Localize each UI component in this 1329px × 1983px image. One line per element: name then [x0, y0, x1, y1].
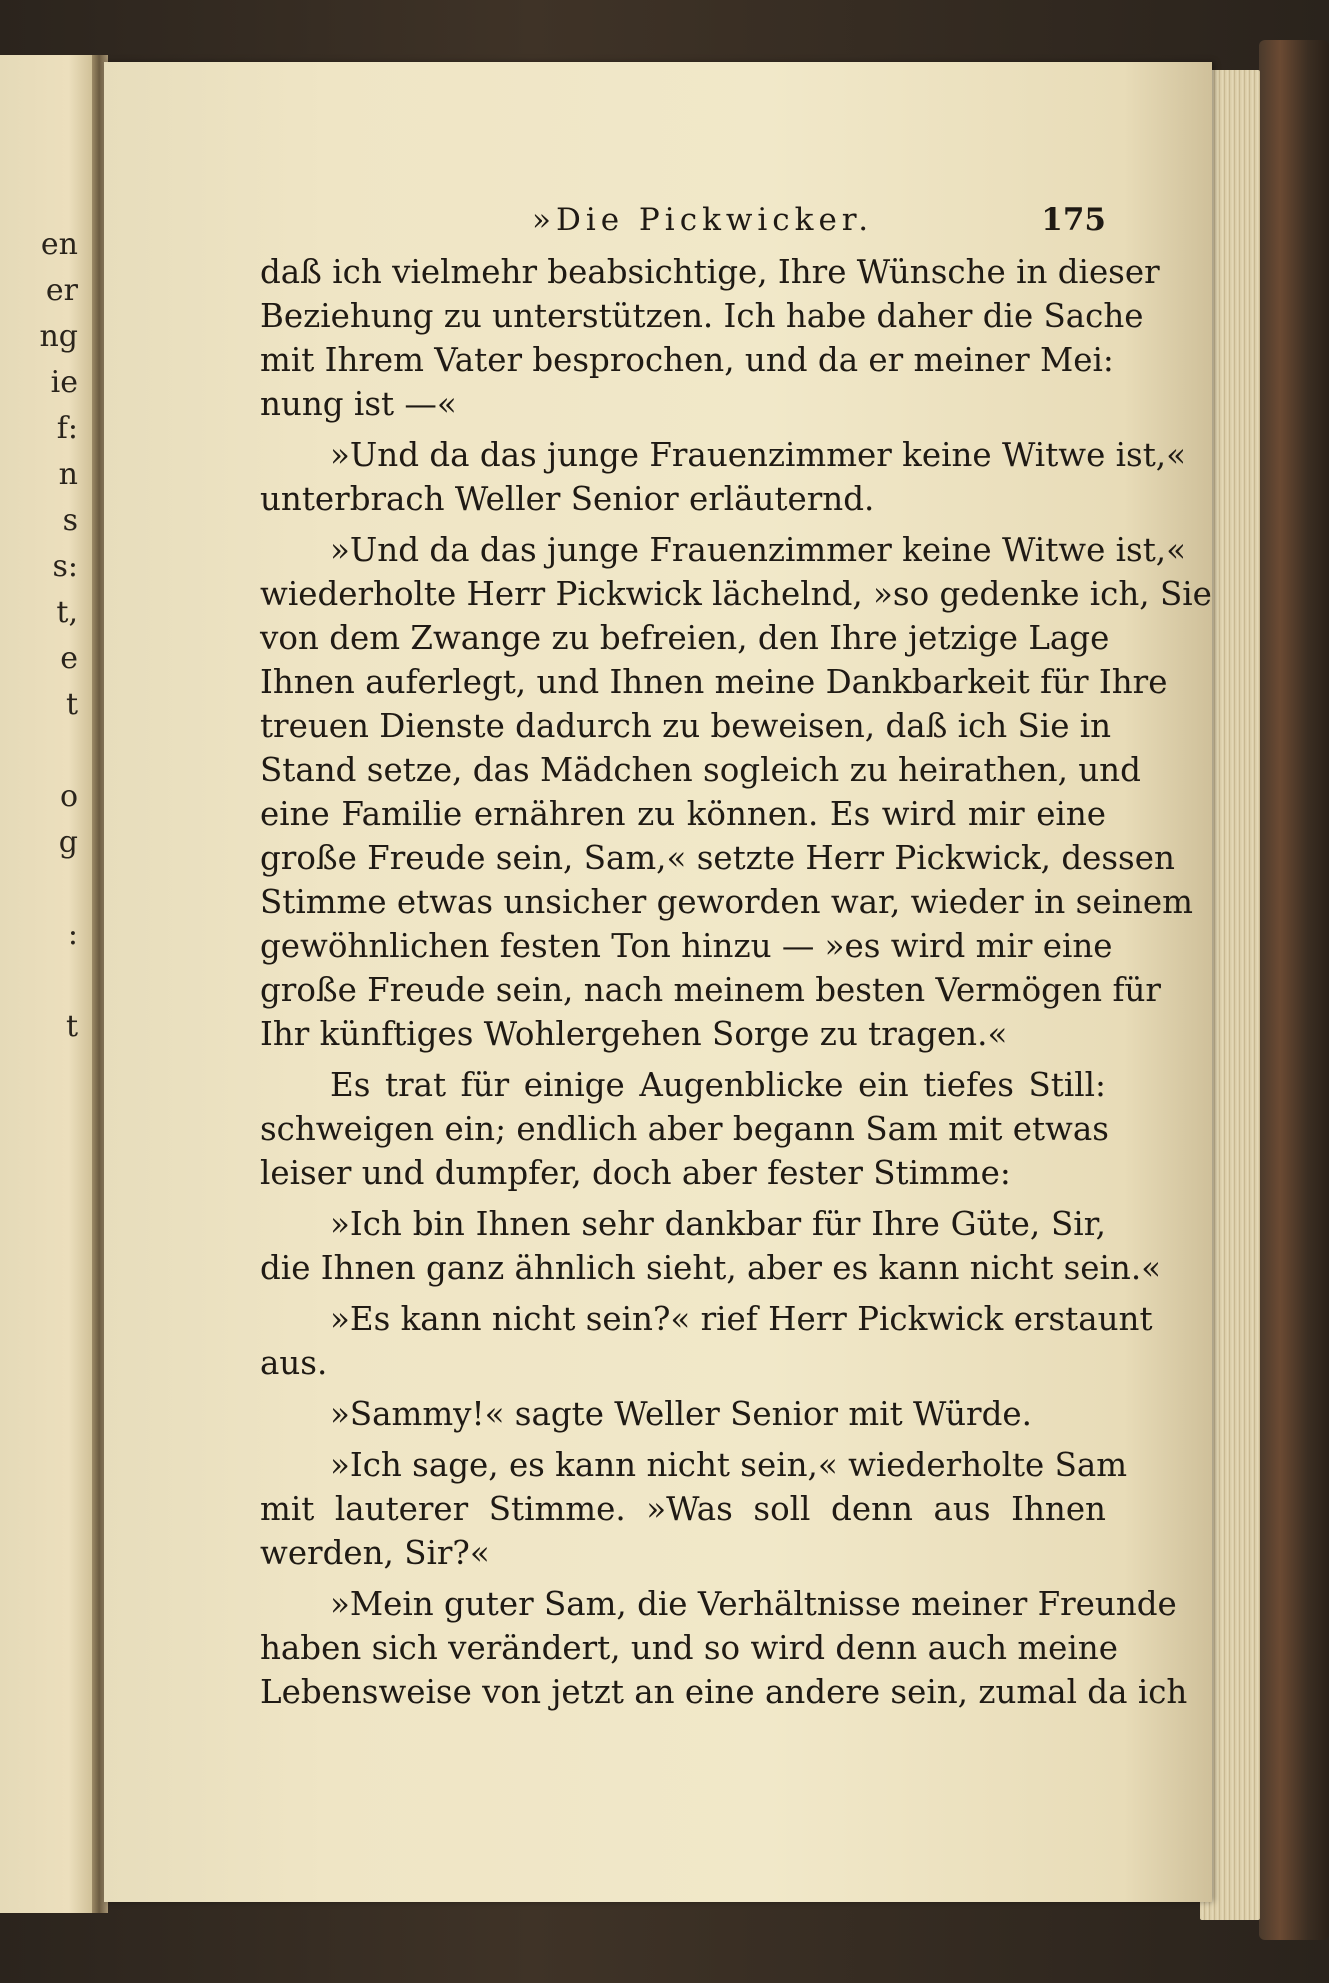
text-line: »Mein guter Sam, die Verhältnisse meiner Freunde [330, 1585, 1177, 1623]
text-line: »Es kann nicht sein?« rief Herr Pickwick erstaunt [330, 1300, 1153, 1338]
paragraph [260, 433, 1186, 521]
paragraph [260, 250, 1160, 426]
previous-page-text-fragment: ng [39, 319, 78, 354]
previous-page-text-fragment: er [45, 273, 78, 308]
text-line: die Ihnen ganz ähnlich sieht, aber es kann nicht sein.« [260, 1249, 1162, 1287]
text-line: Es trat für einige Augenblicke ein tiefes Still: [330, 1066, 1106, 1104]
paragraph [260, 1297, 1153, 1385]
paragraph [260, 1392, 1106, 1436]
text-line: Stand setze, das Mädchen sogleich zu heirathen, und [260, 751, 1141, 789]
previous-page-text-fragment: n [58, 457, 78, 492]
text-line: »Sammy!« sagte Weller Senior mit Würde. [330, 1395, 1032, 1433]
paragraph [260, 1443, 1128, 1575]
text-line: aus. [260, 1344, 328, 1382]
previous-page-text-fragment: t [65, 687, 78, 722]
previous-page-text-fragment: e [60, 641, 78, 676]
paragraph [260, 528, 1212, 1056]
text-line: schweigen ein; endlich aber begann Sam mit etwas [260, 1110, 1109, 1148]
text-line: Ihr künftiges Wohlergehen Sorge zu tragen.« [260, 1015, 1008, 1053]
text-line: Ihnen auferlegt, und Ihnen meine Dankbarkeit für Ihre [260, 663, 1168, 701]
text-line: große Freude sein, Sam,« setzte Herr Pickwick, dessen [260, 839, 1175, 877]
text-line: werden, Sir?« [260, 1534, 490, 1572]
previous-page-text-fragment: t, [56, 595, 78, 630]
text-line: daß ich vielmehr beabsichtige, Ihre Wünsche in dieser [260, 253, 1160, 291]
page-text-block [260, 202, 1212, 1714]
previous-page-text-fragment: : [67, 917, 78, 952]
previous-page-text-fragment: s: [52, 549, 78, 584]
text-line: eine Familie ernähren zu können. Es wird mir eine [260, 795, 1106, 833]
text-line: Beziehung zu unterstützen. Ich habe daher die Sache [260, 297, 1144, 335]
text-line: »Ich bin Ihnen sehr dankbar für Ihre Güte, Sir, [330, 1205, 1106, 1243]
previous-page-sliver [0, 55, 98, 1913]
text-line: unterbrach Weller Senior erläuternd. [260, 480, 875, 518]
page-number: 175 [1041, 202, 1106, 238]
text-line: Stimme etwas unsicher geworden war, wieder in seinem [260, 883, 1193, 921]
text-line: treuen Dienste dadurch zu beweisen, daß ich Sie in [260, 707, 1112, 745]
text-line: nung ist —« [260, 385, 457, 423]
text-line: »Und da das junge Frauenzimmer keine Witwe ist,« [330, 531, 1186, 569]
text-line: große Freude sein, nach meinem besten Vermögen für [260, 971, 1161, 1009]
text-line: mit lauterer Stimme. »Was soll denn aus Ihnen [260, 1490, 1106, 1528]
text-line: »Und da das junge Frauenzimmer keine Witwe ist,« [330, 436, 1186, 474]
previous-page-text-fragment: g [58, 825, 78, 860]
paragraph [260, 1063, 1109, 1195]
text-line: von dem Zwange zu befreien, den Ihre jetzige Lage [260, 619, 1110, 657]
paragraph [260, 1202, 1162, 1290]
text-line: haben sich verändert, und so wird denn auch meine [260, 1629, 1118, 1667]
previous-page-text-fragment: f: [56, 411, 78, 446]
text-line: Lebensweise von jetzt an eine andere sein, zumal da ich [260, 1673, 1188, 1711]
book-cover-edge [1259, 40, 1329, 1940]
previous-page-text-fragment: en [40, 227, 78, 262]
text-line: mit Ihrem Vater besprochen, und da er meiner Mei: [260, 341, 1114, 379]
previous-page-text-fragment: t [65, 1009, 78, 1044]
previous-page-text-fragment: ie [50, 365, 78, 400]
text-line: »Ich sage, es kann nicht sein,« wiederholte Sam [330, 1446, 1128, 1484]
page-body [260, 250, 1212, 1714]
text-line: leiser und dumpfer, doch aber fester Stimme: [260, 1154, 1011, 1192]
previous-page-text-fragment: s [62, 503, 78, 538]
running-title: »Die Pickwicker. [532, 202, 874, 238]
running-header [260, 202, 1106, 248]
previous-page-text-fragment: o [59, 779, 78, 814]
text-line: wiederholte Herr Pickwick lächelnd, »so gedenke ich, Sie [260, 575, 1212, 613]
paragraph [260, 1582, 1188, 1714]
text-line: gewöhnlichen festen Ton hinzu — »es wird mir eine [260, 927, 1113, 965]
book-page [104, 62, 1212, 1902]
